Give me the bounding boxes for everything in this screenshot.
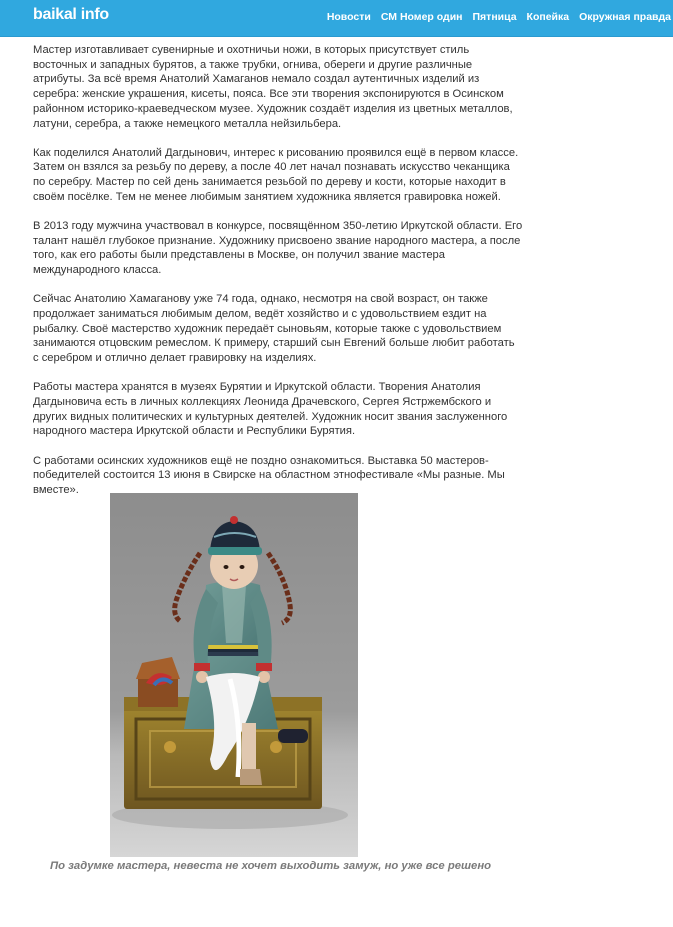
nav-link-pyatnitsa[interactable]: Пятница bbox=[472, 11, 517, 23]
article-paragraph: В 2013 году мужчина участвовал в конкурсе, посвящённом 350-летию Иркутской области. Его талант нашёл глубокое признание. Художнику присвоено звание народного мастера, а после того, как его работы были представлены в Москве, он получил звание мастера международного класса. bbox=[33, 220, 523, 277]
photo-caption: По задумке мастера, невеста не хочет выходить замуж, но уже все решено bbox=[50, 860, 492, 872]
article-photo bbox=[110, 493, 358, 857]
nav-link-news[interactable]: Новости bbox=[326, 11, 371, 23]
article-paragraph: С работами осинских художников ещё не поздно ознакомиться. Выставка 50 мастеров-победителей состоится 13 июня в Свирске на областном этнофестивале «Мы разные. Мы вместе». bbox=[33, 454, 505, 497]
nav-link-kopeyka[interactable]: Копейка bbox=[526, 11, 570, 23]
article-paragraph: Сейчас Анатолию Хамаганову уже 74 года, однако, несмотря на свой возраст, он также продолжает заниматься любимым делом, ведёт хозяйство и с удовольствием ездит на рыбалку. Своё мастерство художник передаёт сыновьям, которые также с удовольствием занимаются отцовским ремеслом. К примеру, старший сын Евгений больше любит работать с серебром и отлично делает гравировку на изделиях. bbox=[33, 293, 515, 365]
main-nav bbox=[327, 11, 673, 23]
article-paragraph: Как поделился Анатолий Дагдынович, интерес к рисованию проявился ещё в первом классе. Затем он взялся за резьбу по дереву, а после 40 лет начал познавать искусство чеканщика по серебру. Мастер по сей день занимается резьбой по дереву и кости, которые находит в своём посёлке. Тем не менее любимым занятием художника является гравировка ножей. bbox=[33, 146, 519, 203]
article-paragraph: Работы мастера хранятся в музеях Бурятии и Иркутской области. Творения Анатолия Дагдыновича есть в личных коллекциях Леонида Драчевского, Сергея Ястржембского и других видных политических и культурных деятелей. Художник носит звания заслуженного народного мастера Иркутской области и Республики Бурятия. bbox=[33, 381, 508, 438]
article-paragraph: Мастер изготавливает сувенирные и охотничьи ножи, в которых присутствует стиль восточных и западных бурятов, а также трубки, огнива, обереги и другие различные атрибуты. За всё время Анатолий Хамаганов немало создал аутентичных изделий из серебра: женские украшения, кисеты, пояса. Все эти творения экспонируются в Осинском районном историко-краеведческом музее. Художник создаёт изделия из цветных металлов, латуни, серебра, а также немецкого металла нейзильбера. bbox=[33, 44, 513, 130]
nav-link-sm-nomer-odin[interactable]: СМ Номер один bbox=[380, 11, 463, 23]
doll-on-chest-image bbox=[110, 493, 358, 857]
site-header bbox=[0, 0, 673, 37]
article-body bbox=[33, 43, 523, 512]
site-logo[interactable]: baikal info bbox=[33, 6, 109, 23]
nav-link-okruzhnaya-pravda[interactable]: Окружная правда bbox=[579, 11, 671, 23]
